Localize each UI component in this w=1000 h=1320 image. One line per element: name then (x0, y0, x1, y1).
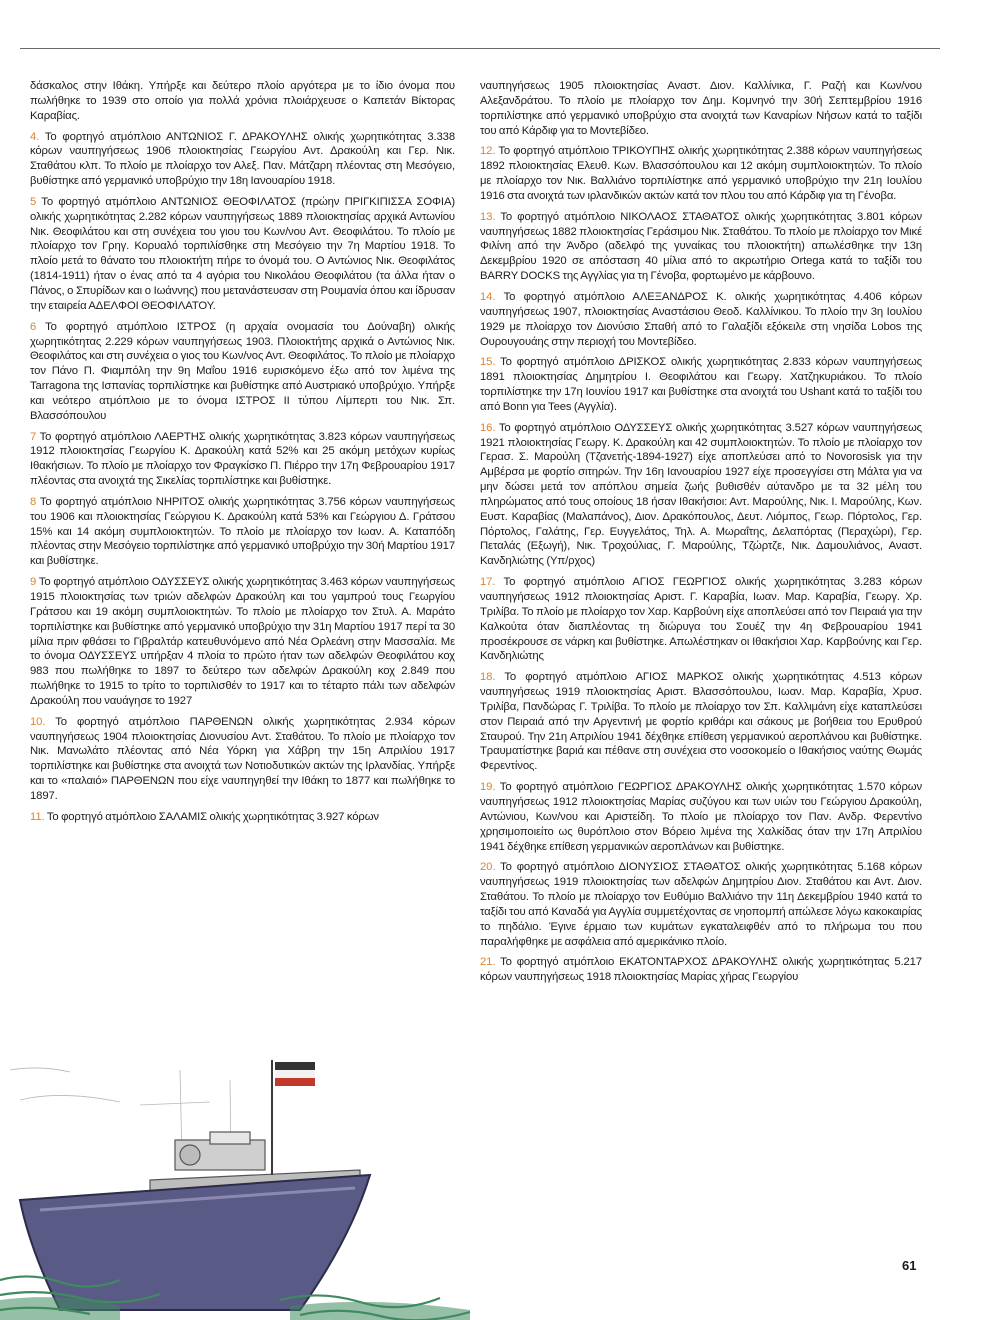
right-paragraph: 20. Το φορτηγό ατμόπλοιο ΔΙΟΝΥΣΙΟΣ ΣΤΑΘΑΤΟΣ ολικής χωρητικότητας 5.168 κόρων ναυπηγήσεως 1919 πλοιοκτησίας των αδελφών Δημητρίου Διον. Σταθάτου και Αντ. Διον. Σταθάτου. Το πλοίο με πλοίαρχο τον Ευθύμιο Βαλλιάνο την 11η Δεκεμβρίου 1940 κατά το ταξίδι του από Καναδά για Αγγλία συμμετέχοντας σε νηοπομπή απώλεσε λόγω κακοκαιρίας το πηδάλιο. Έγινε έρμαιο των κυμάτων εγκαταλειφθέν από το πλήρωμα του που παραλήφθηκε με ασφάλεια από αμερικάνικο πλοίο. (480, 861, 922, 948)
right-paragraph: 21. Το φορτηγό ατμόπλοιο ΕΚΑΤΟΝΤΑΡΧΟΣ ΔΡΑΚΟΥΛΗΣ ολικής χωρητικότητας 5.217 κόρων ναυπηγήσεως 1918 πλοιοκτησίας Μαρίας χήρας Γεωργίου (480, 956, 922, 984)
item-number: 21. (480, 956, 496, 969)
right-paragraph: 18. Το φορτηγό ατμόπλοιο ΑΓΙΟΣ ΜΑΡΚΟΣ ολικής χωρητικότητας 4.513 κόρων ναυπηγήσεως 1919 πλοιοκτησίας Αριστ. Βλασσόπουλου, Ιωαν. Μαρ. Καραβία, Χρυσ. Τριλίβα, Πανδώρας Γ. Τριλίβα. Το πλοίο με πλοίαρχο τον Σπ. Καλλιμάνη είχε καταπλεύσει στον Πειραιά από την Αργεντινή με φορτίο κριθάρι και σάκους με βοήθεια του Ερυθρού Σταυρού. Την 21η Απριλίου 1941 δέχθηκε επίθεση γερμανικού αεροπλάνου και βυθίστηκε. Τραυματίστηκε βαριά και πέθανε στη συνέχεια στο νοσοκομείο ο Ιθακήσιος ναύτης Θωμάς Φερεντίνος. (480, 671, 922, 773)
item-number: 17. (480, 576, 496, 589)
left-paragraph: 6 Το φορτηγό ατμόπλοιο ΙΣΤΡΟΣ (η αρχαία ονομασία του Δούναβη) ολικής χωρητικότητας 2.229 κόρων ναυπηγήσεως 1903. Πλοιοκτήτης αρχικά ο Αντώνιος Νικ. Θεοφιλάτος και στη συνέχεια ο γιος του Κων/νος Αντ. Θεοφιλάτος. Το πλοίο με πλοίαρχο τον Πάνο Π. Φιαμπόλη την 9η Μαΐου 1916 ευρισκόμενο έξω από τον λιμένα της Tarragona της Ισπανίας τορπιλίστηκε και βυθίστηκε από Αυστριακό υποβρύχιο. Υπήρξε και νεότερο ατμόπλοιο με το όνομα ΙΣΤΡΟΣ II τύπου Λίμπερτι του Νικ. Σπ. Βλασσόπουλου (30, 320, 455, 422)
left-paragraph: 4. Το φορτηγό ατμόπλοιο ΑΝΤΩΝΙΟΣ Γ. ΔΡΑΚΟΥΛΗΣ ολικής χωρητικότητας 3.338 κόρων ναυπηγήσεως 1906 πλοιοκτησίας Γεωργίου Αντ. Δρακούλη και Γερ. Νικ. Σταθάτου κλπ. Το πλοίο με πλοίαρχο τον Αλεξ. Παν. Μάτζαρη πλέοντας στη Μεσόγειο, βυθίστηκε από γερμανικό υποβρύχιο την 18η Ιανουαρίου 1918. (30, 130, 455, 188)
right-paragraph: 13. Το φορτηγό ατμόπλοιο ΝΙΚΟΛΑΟΣ ΣΤΑΘΑΤΟΣ ολικής χωρητικότητας 3.801 κόρων ναυπηγήσεως 1882 πλοιοκτησίας Γεράσιμου Νικ. Σταθάτου. Το πλοίο με πλοίαρχο τον Μικέ Φιλίνη από την Άνδρο (αδελφό της γυναίκας του πλοιοκτήτη) απωλέσθηκε την 13η Δεκεμβρίου 1920 σε απόσταση 40 μίλια από το ακρωτήριο Ortega κατά το ταξίδι του BARRY DOCKS της Αγγλίας για τη Γένοβα, φορτωμένο με κάρβουνο. (480, 210, 922, 283)
right-paragraph: ναυπηγήσεως 1905 πλοιοκτησίας Αναστ. Διον. Καλλίνικα, Γ. Ραζή και Κων/νου Αλεξανδράτου. Το πλοίο με πλοίαρχο τον Δημ. Κομνηνό την 30ή Σεπτεμβρίου 1916 τορπιλίστηκε από γερμανικό υποβρύχιο στα ανοιχτά των Καναρίων Νήσων κατά το ταξίδι του από Κάρδιφ για το Μοντεβίδεο. (480, 80, 922, 137)
left-paragraph: 8 Το φορτηγό ατμόπλοιο ΝΗΡΙΤΟΣ ολικής χωρητικότητας 3.756 κόρων ναυπηγήσεως του 1906 και πλοιοκτησίας Γεώργιου Κ. Δρακούλη κατά 53% και Γεώργιου Δ. Γράτσου 15% και 14 ακόμη συμπλοιοκτητών. Το πλοίο με πλοίαρχο τον Ιωαν. Α. Καταπόδη πλέοντας στην Μεσόγειο τορπιλίστηκε από γερμανικό υποβρύχιο την 30ή Μαρτίου 1917 και βυθίστηκε. (30, 495, 455, 568)
right-paragraph: 16. Το φορτηγό ατμόπλοιο ΟΔΥΣΣΕΥΣ ολικής χωρητικότητας 3.527 κόρων ναυπηγήσεως 1921 πλοιοκτησίας Γεωργ. Κ. Δρακούλη και 42 συμπλοιοκτητών. Το πλοίο με πλοίαρχο τον Γερασ. Σ. Μαρούλη (Τζανετής-1894-1927) είχε αποπλεύσει από το Novorosisk για την Αμβέρσα με φορτίο σιτηρών. Την 16η Ιανουαρίου 1927 είχε προσεγγίσει στη Μάλτα για να μην δώσει μετά τον απόπλου σημεία ζωής βυθισθέν αύτανδρο με τα 32 μέλη του πληρώματος από τους οποίους 18 ήσαν Ιθακήσιοι: Αντ. Μαρούλης, Νικ. Ι. Μαρούλης, Κων. Ευστ. Καραβίας (Μαλαπάνος), Διον. Δρακόπουλος, Δευτ. Λιόμπος, Γεωρ. Πόρτολος, Γερ. Πόρτολος, Γαλάτης, Γερ. Ευγγελάτος, Τηλ. Α. Μωραΐτης, Δελαπόρτας (Περαχώρι), Γερ. Πεταλάς (Εξωγή), Νικ. Τροχούλιας, Γ. Μαρούλης, Τζώρτζε, Νικ. Δαμουλιάνος, Αναστ. Κανδηλιώτης (Υπ/ρχος) (480, 421, 922, 568)
right-paragraph: 12. Το φορτηγό ατμόπλοιο ΤΡΙΚΟΥΠΗΣ ολικής χωρητικότητας 2.388 κόρων ναυπηγήσεως 1892 πλοιοκτησίας Ελευθ. Κων. Βλασσόπουλου και 12 ακόμη συμπλοιοκτητών. Το πλοίο με πλοίαρχο τον Νικ. Βαλλιάνο τορπιλίστηκε από γερμανικό υποβρύχιο την 21η Ιουλίου 1916 στα ανοιχτά των ιρλανδικών ακτών κατά τον πλου του από Κάρδιφ για τη Γένοβα. (480, 145, 922, 202)
item-number: 7 (30, 430, 37, 443)
left-paragraph: 10. Το φορτηγό ατμόπλοιο ΠΑΡΘΕΝΩΝ ολικής χωρητικότητας 2.934 κόρων ναυπηγήσεως 1904 πλοιοκτησίας Διονυσίου Αντ. Σταθάτου. Το πλοίο με πλοίαρχο τον Νικ. Μανωλάτο πλέοντας από Νέα Υόρκη για Χάβρη την 15η Απριλίου 1917 τορπιλίστηκε και βυθίστηκε στα ανοιχτά των Νοτιοδυτικών ακτών της Ιρλανδίας. Υπήρξε και το «παλαιό» ΠΑΡΘΕΝΩΝ που είχε ναυπηγηθεί την Ιθάκη το 1877 και πωλήθηκε το 1897. (30, 715, 455, 802)
header-rule (20, 48, 940, 49)
right-paragraph: 15. Το φορτηγό ατμόπλοιο ΔΡΙΣΚΟΣ ολικής χωρητικότητας 2.833 κόρων ναυπηγήσεως 1891 πλοιοκτησίας Δημητρίου Ι. Θεοφιλάτου και Γεωργ. Χατζηκυριάκου. Το πλοίο τορπιλίστηκε την 17η Ιουνίου 1917 και βυθίστηκε στα ανοιχτά του Ushant κατά το ταξίδι του από Bonn για Tees (Αγγλία). (480, 356, 922, 413)
left-paragraph: 11. Το φορτηγό ατμόπλοιο ΣΑΛΑΜΙΣ ολικής χωρητικότητας 3.927 κόρων (30, 810, 379, 823)
item-number: 10. (30, 715, 46, 728)
page-number: 61 (902, 1258, 917, 1273)
item-number: 11. (30, 810, 45, 823)
right-paragraph: 17. Το φορτηγό ατμόπλοιο ΑΓΙΟΣ ΓΕΩΡΓΙΟΣ ολικής χωρητικότητας 3.283 κόρων ναυπηγήσεως 1912 πλοιοκτησίας Αριστ. Γ. Καραβία, Ιωαν. Μαρ. Καραβία, Γεωργ. Χρ. Τριλίβα. Το πλοίο με πλοίαρχο τον Χαρ. Καρβούνη είχε αποπλεύσει από τον Πειραιά για την Καλκούτα όταν διαπλέοντας τη διώρυγα του Σουέζ την 4η Φεβρουαρίου 1941 προσέκρουσε σε νάρκη και βυθίστηκε. Απωλέστηκαν οι Ιθακήσιοι Χαρ. Καρβούνης και Γερ. Κανδηλιώτης (480, 576, 922, 663)
item-number: 12. (480, 145, 496, 158)
left-paragraph: δάσκαλος στην Ιθάκη. Υπήρξε και δεύτερο πλοίο αργότερα με το ίδιο όνομα που πωλήθηκε το 1939 στο οποίο για πολλά χρόνια πλοιάρχευσε ο Καπετάν Βίκτορας Καραβίας. (30, 80, 455, 122)
item-number: 15. (480, 356, 496, 369)
left-paragraph: 9 Το φορτηγό ατμόπλοιο ΟΔΥΣΣΕΥΣ ολικής χωρητικότητας 3.463 κόρων ναυπηγήσεως 1915 πλοιοκτησίας των τριών αδελφών Δρακούλη και του γαμπρού τους Γεωργίου Γράτσου και 19 ακόμη συμπλοιοκτητών. Το πλοίο με πλοίαρχο τον Στυλ. Α. Μαράτο τορπιλίστηκε και βυθίστηκε από γερμανικό υποβρύχιο την 31η Μαρτίου 1917 περί τα 30 μίλια πριν φθάσει το Γιβραλτάρ κατευθυνόμενο από Νέα Ορλεάνη στην Μασσαλία. Με το όνομα ΟΔΥΣΣΕΥΣ υπήρξαν 4 πλοία το πρώτο ήταν των αδελφών Θεοφιλάτου κοχ 983 που πωλήθηκε το 1897 το δεύτερο των αδελφών Δρακούλη κοχ 2.849 που πωλήθηκε το 1915 το τρίτο το τορπιλισθέν το 1917 και το τέταρτο πάλι των αδελφών Δρακούλη που ναυάγησε το 1927 (30, 576, 455, 707)
item-number: 14. (480, 290, 496, 303)
item-number: 6 (30, 320, 37, 333)
item-number: 20. (480, 861, 496, 874)
ship-illustration (0, 1010, 480, 1320)
right-column (480, 79, 922, 991)
right-paragraph: 19. Το φορτηγό ατμόπλοιο ΓΕΩΡΓΙΟΣ ΔΡΑΚΟΥΛΗΣ ολικής χωρητικότητας 1.570 κόρων ναυπηγήσεως 1912 πλοιοκτησίας Μαρίας συζύγου και των υιών του Γεώργιου Δρακούλη, Αντώνιου, Κων/νου και Αριστείδη. Το πλοίο με πλοίαρχο τον Παν. Ανδρ. Φερεντίνο χρησιμοποιείτο ως θυρόπλοιο στον Βόρειο λιμένα της Χαλκίδας όταν την 17η Απριλίου 1941 δέχθηκε επίθεση γερμανικών αεροπλάνων και βυθίστηκε. (480, 781, 922, 853)
item-number: 18. (480, 671, 496, 684)
left-paragraph: 5 Το φορτηγό ατμόπλοιο ΑΝΤΩΝΙΟΣ ΘΕΟΦΙΛΑΤΟΣ (πρώην ΠΡΙΓΚΙΠΙΣΣΑ ΣΟΦΙΑ) ολικής χωρητικότητας 2.282 κόρων ναυπηγήσεως 1889 πλοιοκτησίας αρχικά Αντωνίου Νικ. Θεοφιλάτου και στη συνέχεια του γιου του Κων/νου Αντ. Θεοφιλάτου. Το πλοίο με πλοίαρχο τον Γρηγ. Κορυαλό τορπιλίσθηκε στη Μεσόγειο την 7η Μαρτίου 1918. Το πλοίο μετά το θάνατο του πλοιοκτήτη πήρε το όνομά του. Ο Αντώνιος Νικ. Θεοφιλάτος (1814-1911) ήταν ο ένας από τα 4 αγόρια του Νικολάου Θεοφιλάτου (τα άλλα ήταν ο Πάνος, ο Σπυρίδων και ο Ιωάννης) που μετανάστευσαν στη Ρουμανία όπου και ίδρυσαν την εταιρεία ΑΔΕΛΦΟΙ ΘΕΟΦΙΛΑΤΟΥ. (30, 195, 455, 312)
item-number: 13. (480, 210, 496, 223)
item-number: 4. (30, 130, 40, 143)
ship-hull (20, 1175, 370, 1310)
item-number: 9 (30, 576, 37, 589)
right-paragraph: 14. Το φορτηγό ατμόπλοιο ΑΛΕΞΑΝΔΡΟΣ Κ. ολικής χωρητικότητας 4.406 κόρων ναυπηγήσεως 1907, πλοιοκτησίας Αναστάσιου Θεοδ. Καλλίνικου. Το πλοίο την 3η Ιουλίου 1929 με πλοίαρχο τον Διονύσιο Σπαθή από το Γαλαξίδι εξόκειλε στη νησίδα Lobos της Ουρουγουάης στην περιοχή του Μοντεβίδεο. (480, 290, 922, 348)
item-number: 8 (30, 495, 37, 508)
item-number: 16. (480, 421, 496, 434)
item-number: 19. (480, 781, 496, 794)
left-paragraph: 7 Το φορτηγό ατμόπλοιο ΛΑΕΡΤΗΣ ολικής χωρητικότητας 3.823 κόρων ναυπηγήσεως 1912 πλοιοκτησίας Γεωργίου Κ. Δρακούλη κατά 52% και 25 ακόμη μετόχων κυρίως Ιθακήσιων. Το πλοίο με πλοίαρχο τον Φραγκίσκο Π. Πιέρρο την 17η Φεβρουαρίου 1917 πλέοντας στα ανοιχτά της Σικελίας τορπιλίστηκε και βυθίστηκε. (30, 430, 455, 488)
flag-icon (275, 1062, 315, 1086)
left-column (30, 79, 455, 831)
item-number: 5 (30, 195, 37, 208)
